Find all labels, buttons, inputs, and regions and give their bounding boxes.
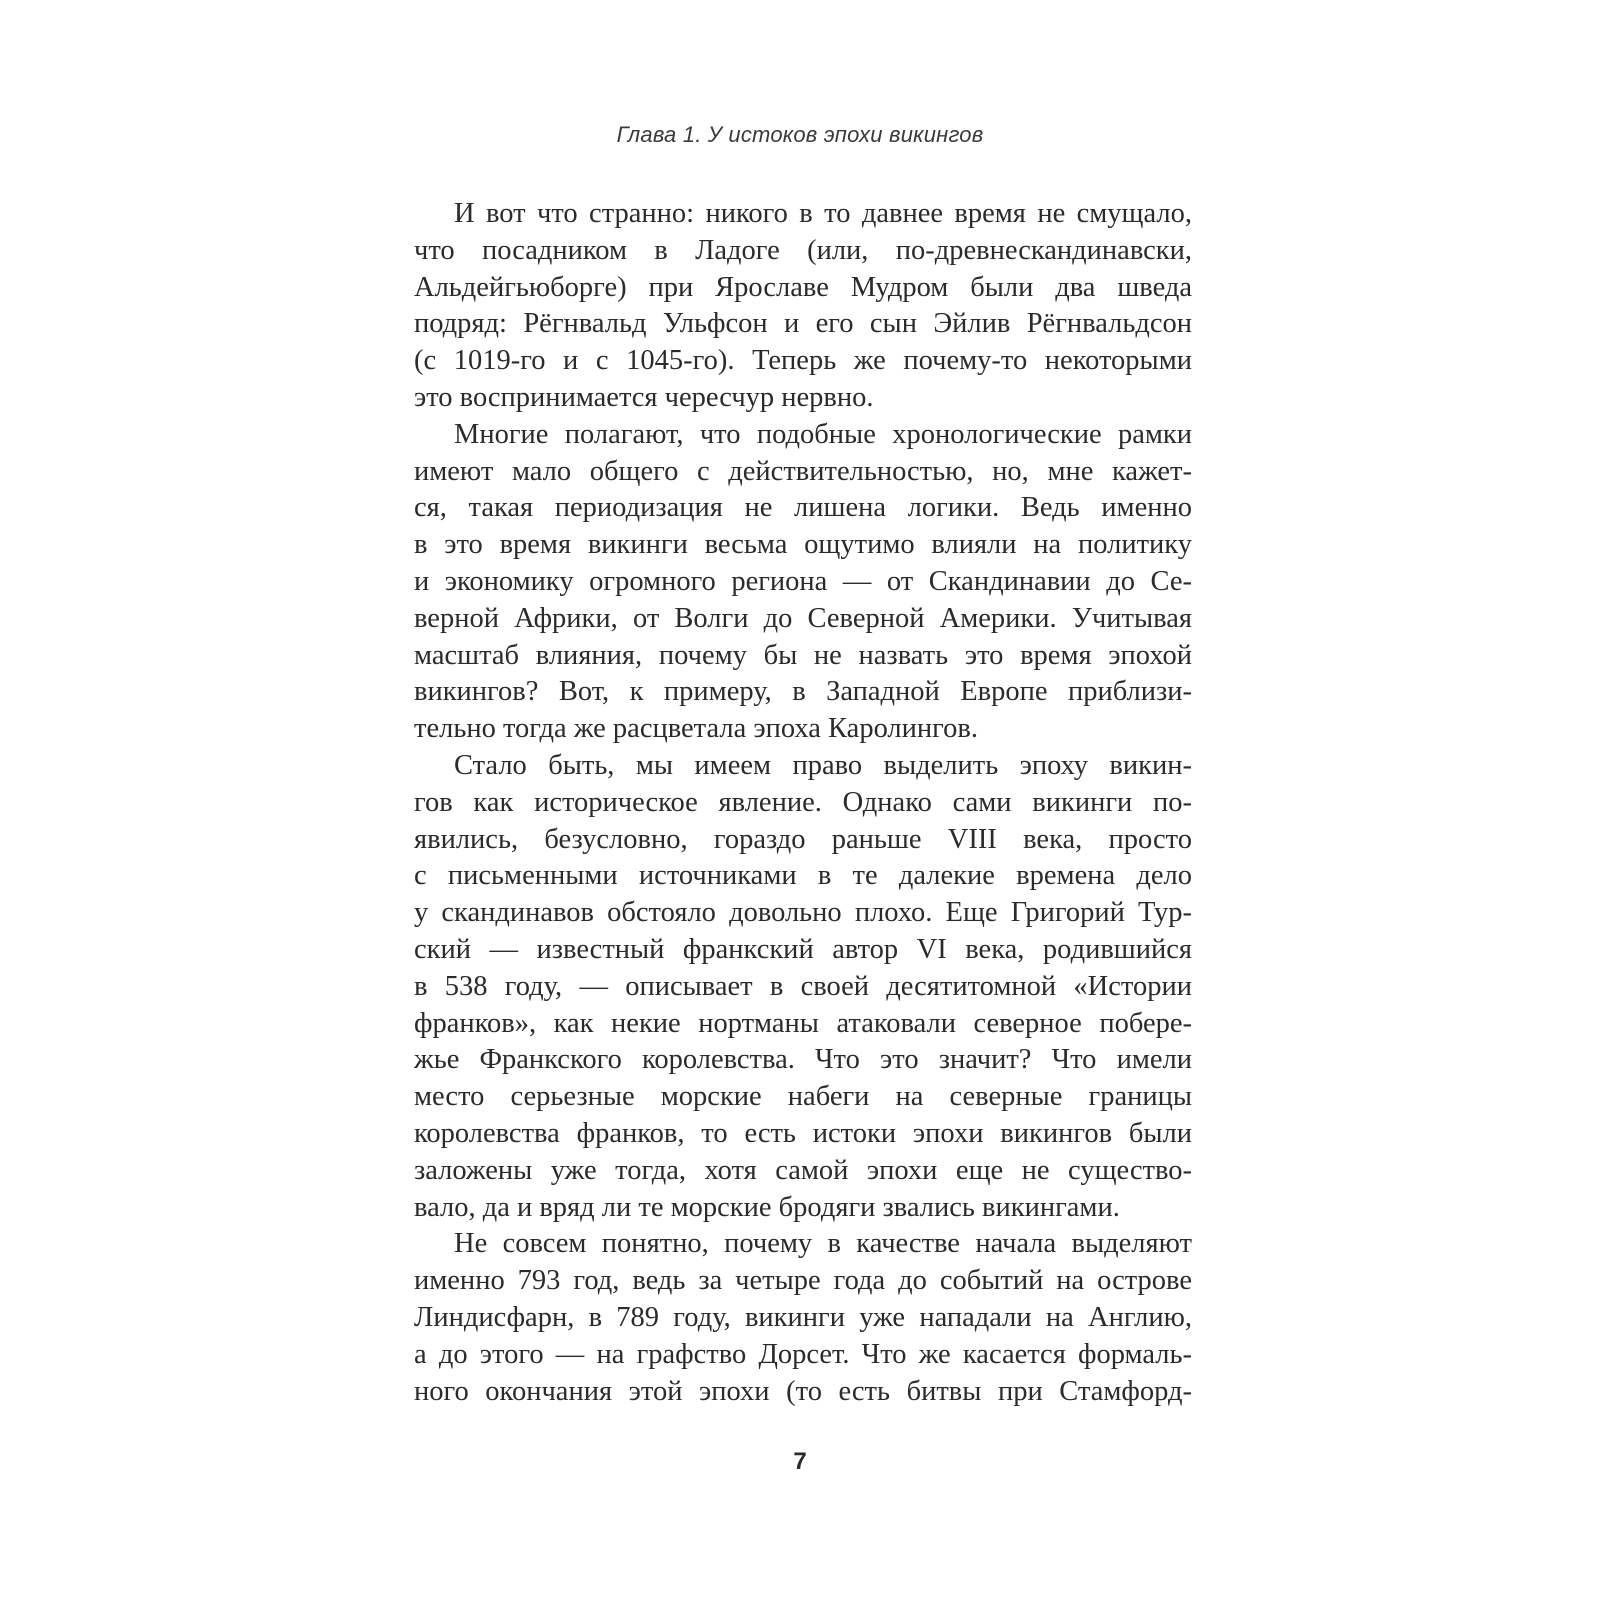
paragraph (414, 417, 1192, 748)
page-number: 7 (793, 1448, 807, 1475)
text-line: Стало быть, мы имеем право выделить эпоху викин- (454, 749, 1192, 781)
text-line: ский — известный франкский автор VI века, родившийся (414, 933, 1192, 965)
text-line: подряд: Рёгнвальд Ульфсон и его сын Эйлив Рёгнвальдсон (414, 308, 1192, 340)
text-line: королевства франков, то есть истоки эпохи викингов были (414, 1117, 1192, 1149)
text-line: гов как историческое явление. Однако сами викинги по- (414, 786, 1192, 818)
text-line: верной Африки, от Волги до Северной Америки. Учитывая (414, 602, 1192, 634)
text-line: именно 793 год, ведь за четыре года до событий на острове (414, 1265, 1192, 1297)
text-line: что посадником в Ладоге (или, по-древнескандинавски, (414, 234, 1192, 266)
text-line: Многие полагают, что подобные хронологические рамки (454, 418, 1192, 450)
text-line: Линдисфарн, в 789 году, викинги уже нападали на Англию, (414, 1301, 1192, 1333)
text-line: Не совсем понятно, почему в качестве начала выделяют (454, 1228, 1192, 1260)
paragraph (414, 196, 1192, 417)
paragraph (414, 1226, 1192, 1410)
text-line: с письменными источниками в те далекие времена дело (414, 860, 1192, 892)
text-line: масштаб влияния, почему бы не назвать это время эпохой (414, 639, 1192, 671)
text-line: И вот что странно: никого в то давнее время не смущало, (454, 198, 1192, 229)
paragraph (414, 748, 1192, 1226)
text-line: тельно тогда же расцветала эпоха Каролингов. (414, 713, 978, 745)
text-line: явились, безусловно, гораздо раньше VIII века, просто (414, 823, 1192, 855)
text-line: жье Франкского королевства. Что это значит? Что имели (414, 1044, 1192, 1076)
text-line: Альдейгьюборге) при Ярославе Мудром были два шведа (414, 271, 1192, 303)
text-line: это воспринимается чересчур нервно. (414, 381, 874, 413)
text-line: вало, да и вряд ли те морские бродяги звались викингами. (414, 1191, 1120, 1223)
text-line: имеют мало общего с действительностью, но, мне кажет- (414, 455, 1192, 487)
text-line: ся, такая периодизация не лишена логики. Ведь именно (414, 492, 1192, 524)
text-line: место серьезные морские набеги на северные границы (414, 1081, 1192, 1113)
text-line: у скандинавов обстояло довольно плохо. Еще Григорий Тур- (414, 897, 1192, 929)
text-line: викингов? Вот, к примеру, в Западной Европе приблизи- (414, 676, 1192, 708)
text-line: в 538 году, — описывает в своей десятитомной «Истории (414, 970, 1192, 1002)
text-line: ного окончания этой эпохи (то есть битвы при Стамфорд- (414, 1375, 1192, 1407)
text-line: франков», как некие нортманы атаковали северное побере- (414, 1007, 1192, 1039)
text-line: а до этого — на графство Дорсет. Что же касается формаль- (414, 1338, 1192, 1370)
running-head: Глава 1. У истоков эпохи викингов (616, 122, 984, 147)
text-line: и экономику огромного региона — от Скандинавии до Се- (414, 565, 1192, 597)
text-line: (с 1019-го и с 1045-го). Теперь же почему-то некоторыми (414, 345, 1192, 377)
body-text (414, 196, 1192, 1410)
text-line: в это время викинги весьма ощутимо влияли на политику (414, 529, 1192, 561)
text-line: заложены уже тогда, хотя самой эпохи еще не существо- (414, 1154, 1192, 1186)
